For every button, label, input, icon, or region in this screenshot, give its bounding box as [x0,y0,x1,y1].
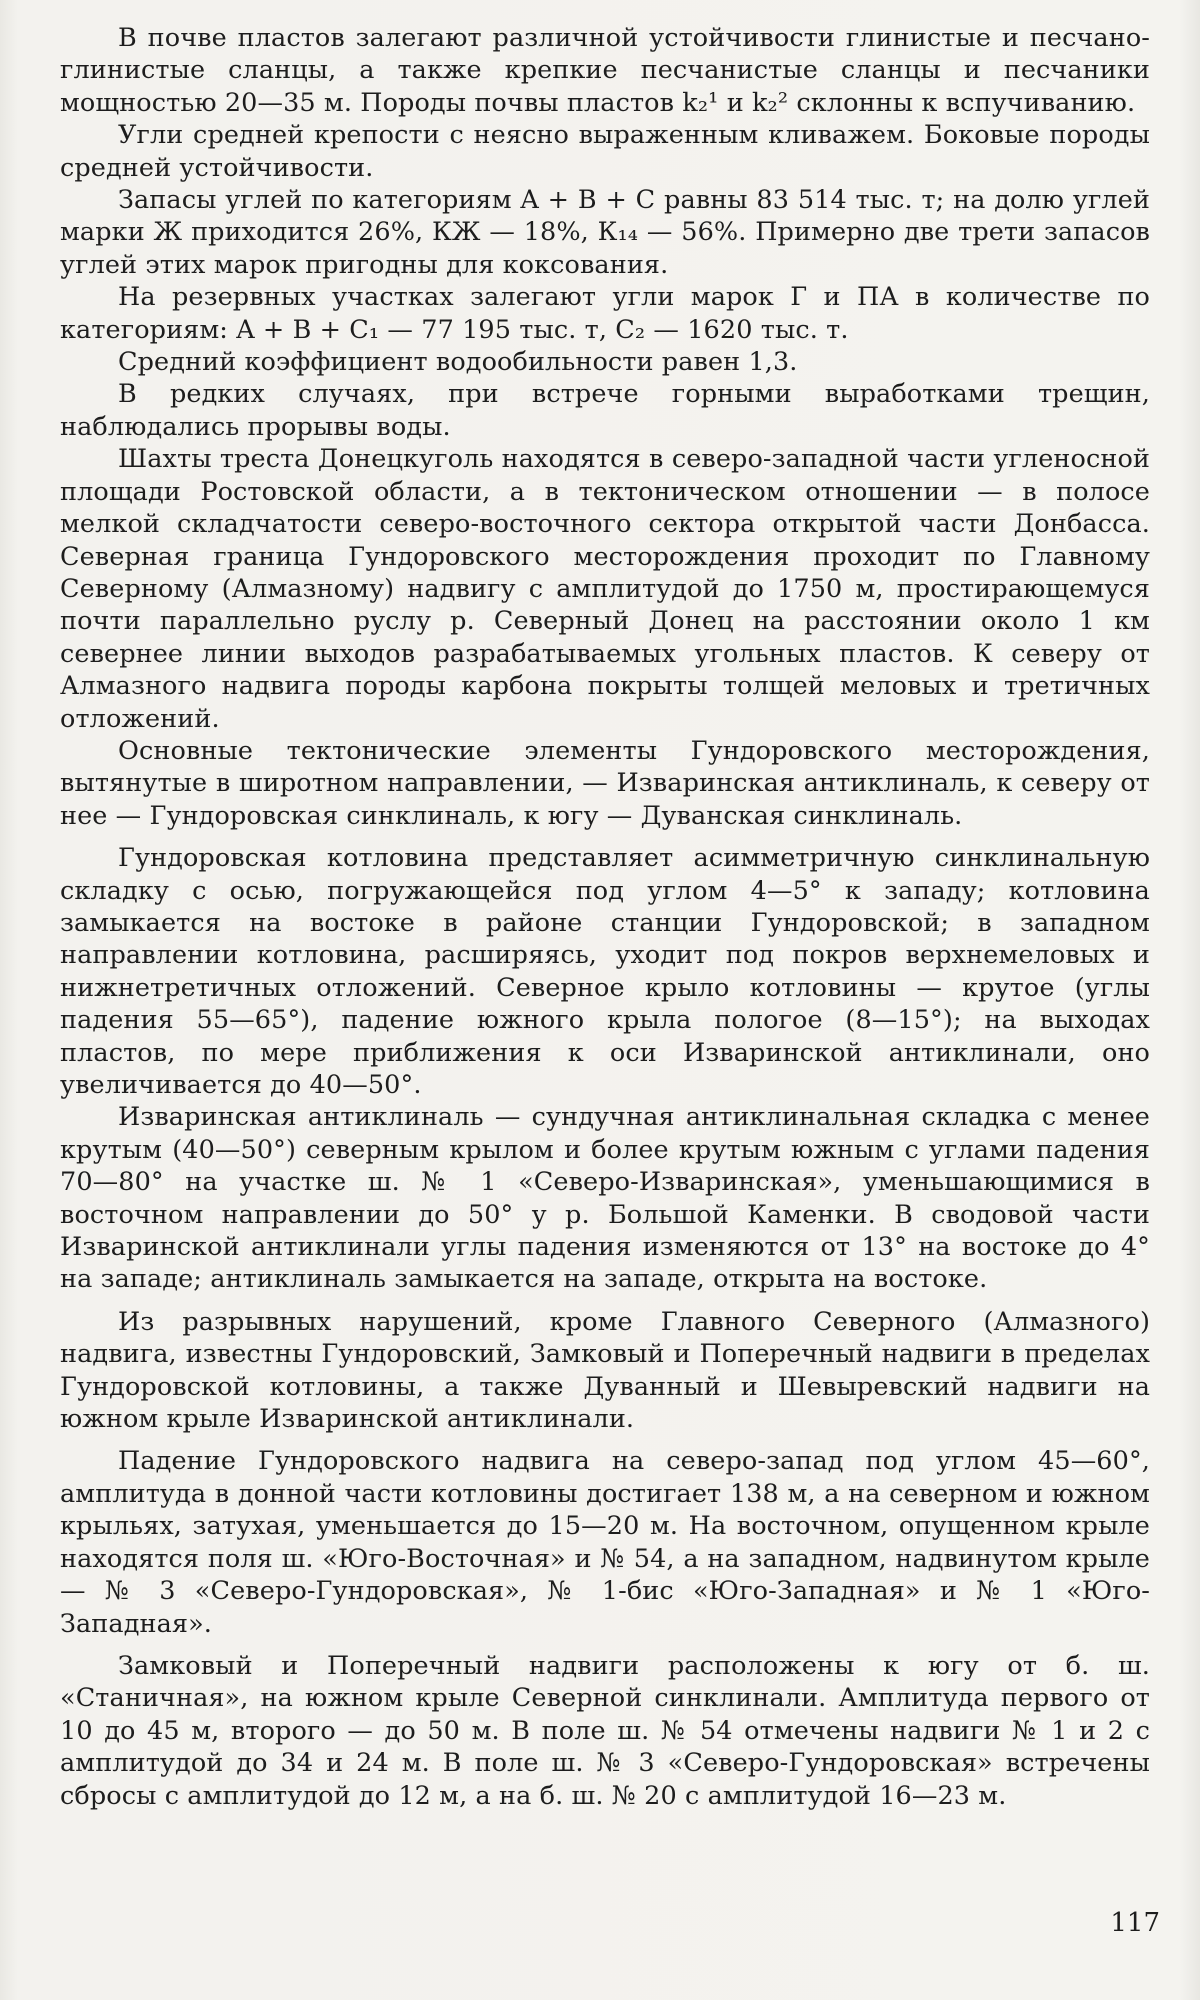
paragraph-8: Основные тектонические элементы Гундоровского месторождения, вытянутые в широтном направлении, — Изваринская антиклиналь, к северу от нее — Гундоровская синклиналь, к югу — Дуванская синклиналь. [60,735,1150,831]
paragraph-9: Гундоровская котловина представляет асимметричную синклинальную складку с осью, погружающейся под углом 4—5° к западу; котловина замыкается на востоке в районе станции Гундоровской; в западном направлении котловина, расширяясь, уходит под покров верхнемеловых и нижнетретичных отложений. Северное крыло котловины — крутое (углы падения 55—65°), падение южного крыла пологое (8—15°); на выходах пластов, по мере приближения к оси Изваринской антиклинали, оно увеличивается до 40—50°. [60,843,1150,1100]
paragraph-3: Запасы углей по категориям A + B + C равны 83 514 тыс. т; на долю углей марки Ж приходится 26%, КЖ — 18%, К₁₄ — 56%. Примерно две трети запасов углей этих марок пригодны для коксования. [60,185,1150,280]
paragraph-5: Средний коэффициент водообильности равен 1,3. [118,347,798,378]
paragraph-11: Из разрывных нарушений, кроме Главного Северного (Алмазного) надвига, известны Гундоровский, Замковый и Поперечный надвиги в пределах Гундоровской котловины, а также Дуванный и Шевыревский надвиги на южном крыле Изваринской антиклинали. [60,1306,1150,1435]
paragraph-4: На резервных участках залегают угли марок Г и ПА в количестве по категориям: A + B + C₁ — 77 195 тыс. т, C₂ — 1620 тыс. т. [60,282,1150,345]
paragraph-12: Падение Гундоровского надвига на северо-запад под углом 45—60°, амплитуда в донной части котловины достигает 138 м, а на северном и южном крыльях, затухая, уменьшается до 15—20 м. На восточном, опущенном крыле находятся поля ш. «Юго-Восточная» и № 54, а на западном, надвинутом крыле — № 3 «Северо-Гундоровская», № 1-бис «Юго-Западная» и № 1 «Юго-Западная». [60,1446,1150,1639]
paragraph-2: Угли средней крепости с неясно выраженным кливажем. Боковые породы средней устойчивости. [60,120,1150,183]
body-text [60,22,1150,1812]
page-number: 117 [1110,1908,1160,1938]
paragraph-1: В почве пластов залегают различной устойчивости глинистые и песчано-глинистые сланцы, а также крепкие песчанистые сланцы и песчаники мощностью 20—35 м. Породы почвы пластов k₂¹ и k₂² склонны к вспучиванию. [60,23,1150,118]
paragraph-13: Замковый и Поперечный надвиги расположены к югу от б. ш. «Станичная», на южном крыле Северной синклинали. Амплитуда первого от 10 до 45 м, второго — до 50 м. В поле ш. № 54 отмечены надвиги № 1 и 2 с амплитудой до 34 и 24 м. В поле ш. № 3 «Северо-Гундоровская» встречены сбросы с амплитудой до 12 м, а на б. ш. № 20 с амплитудой 16—23 м. [60,1650,1150,1811]
paragraph-7: Шахты треста Донецкуголь находятся в северо-западной части угленосной площади Ростовской области, а в тектоническом отношении — в полосе мелкой складчатости северо-восточного сектора открытой части Донбасса. Северная граница Гундоровского месторождения проходит по Главному Северному (Алмазному) надвигу с амплитудой до 1750 м, простирающемуся почти параллельно руслу р. Северный Донец на расстоянии около 1 км севернее линии выходов разрабатываемых угольных пластов. К северу от Алмазного надвига породы карбона покрыты толщей меловых и третичных отложений. [60,444,1150,734]
paragraph-10: Изваринская антиклиналь — сундучная антиклинальная складка с менее крутым (40—50°) северным крылом и более крутым южным с углами падения 70—80° на участке ш. № 1 «Северо-Изваринская», уменьшающимися в восточном направлении до 50° у р. Большой Каменки. В сводовой части Изваринской антиклинали углы падения изменяются от 13° на востоке до 4° на западе; антиклиналь замыкается на западе, открыта на востоке. [60,1102,1150,1295]
paragraph-6: В редких случаях, при встрече горными выработками трещин, наблюдались прорывы воды. [60,379,1150,442]
